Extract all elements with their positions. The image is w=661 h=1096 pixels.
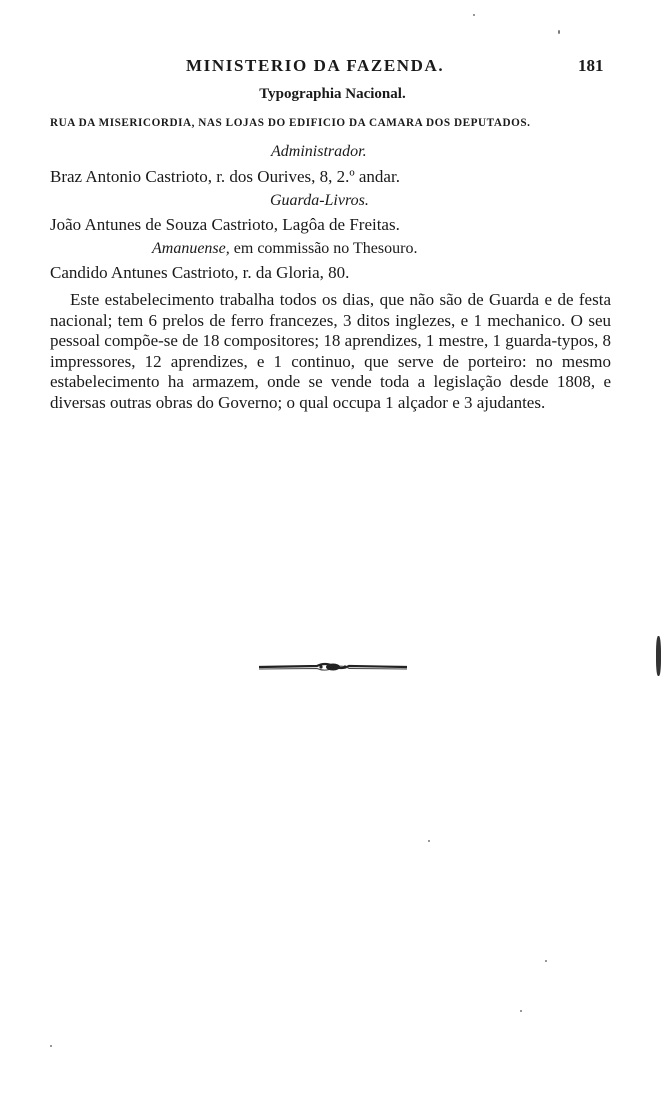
section-address: RUA DA MISERICORDIA, NAS LOJAS DO EDIFICIO DA CAMARA DOS DEPUTADOS. — [50, 117, 531, 129]
role-guarda-livros: Guarda-Livros. — [270, 192, 369, 209]
paper-speck — [545, 960, 547, 962]
staff-entry-guarda-livros: João Antunes de Souza Castrioto, Lagôa de Freitas. — [50, 215, 400, 234]
role-amanuense-line — [152, 240, 417, 258]
page-number: 181 — [578, 56, 604, 75]
running-head — [0, 56, 661, 80]
role-amanuense-note: em commissão no Thesouro. — [233, 240, 418, 257]
staff-entry-amanuense: Candido Antunes Castrioto, r. da Gloria, 80. — [50, 263, 350, 282]
paper-speck — [656, 636, 661, 676]
paper-speck — [50, 1045, 52, 1047]
section-title: Typographia Nacional. — [259, 86, 406, 102]
establishment-description: Este estabelecimento trabalha todos os dias, que não são de Guarda e de festa nacional; tem 6 prelos de ferro francezes, 3 ditos inglezes, e 1 mechanico. O seu pessoal compõe-se de 18 compositores; 18 aprendizes, 1 mestre, 1 guarda-typos, 8 impressores, 12 aprendizes, e 1 continuo, que serve de porteiro: no mesmo estabelecimento ha armazem, onde se vende toda a legislação desde 1808, e diversas outras obras do Governo; o qual occupa 1 alçador e 3 ajudantes. — [50, 290, 611, 412]
paper-speck — [428, 840, 430, 842]
paper-speck — [520, 1010, 522, 1012]
ornament-divider — [257, 660, 409, 674]
ministry-title: MINISTERIO DA FAZENDA. — [186, 56, 445, 75]
role-administrador: Administrador. — [271, 143, 367, 160]
staff-entry-administrador: Braz Antonio Castrioto, r. dos Ourives, 8, 2.º andar. — [50, 167, 400, 186]
paper-speck — [473, 14, 475, 16]
paper-speck — [558, 30, 560, 34]
role-amanuense: Amanuense, — [152, 240, 230, 257]
